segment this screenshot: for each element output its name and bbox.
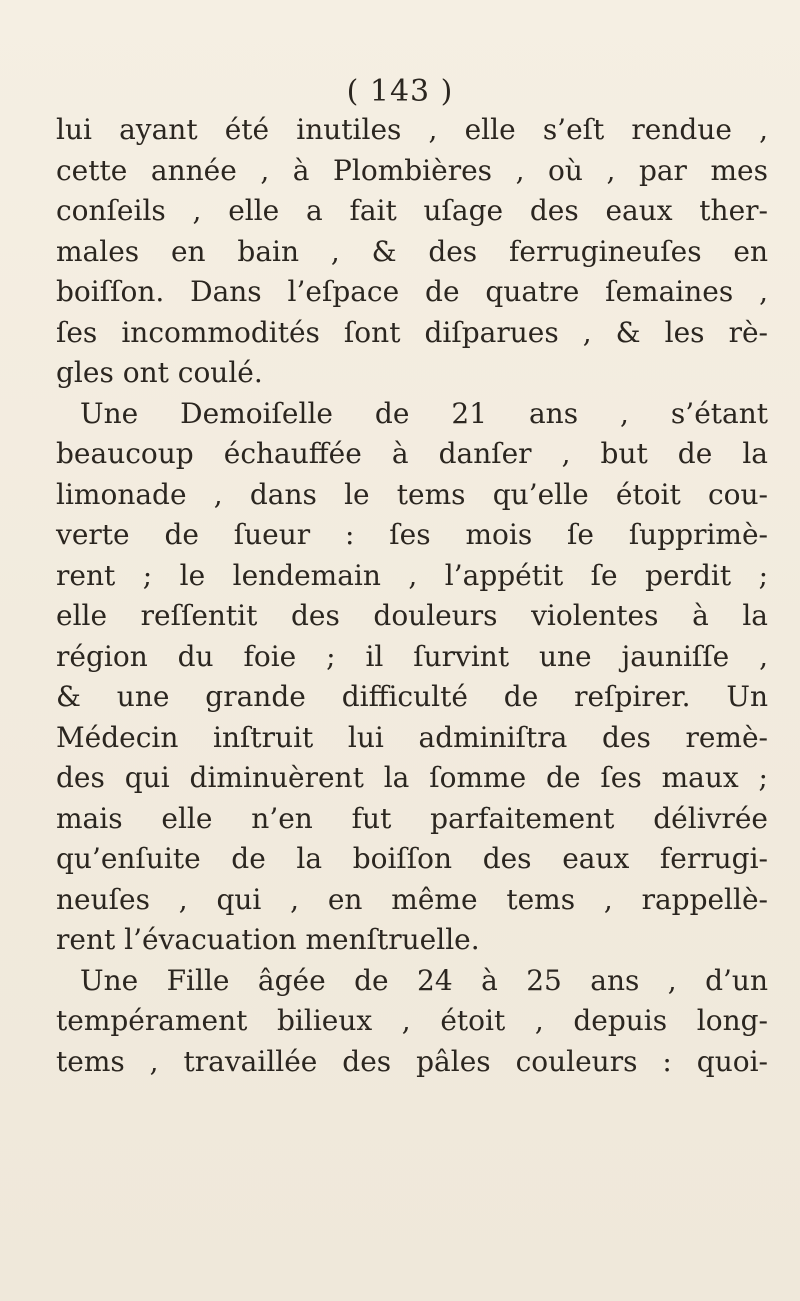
text-line: boiſſon. Dans l’eſpace de quatre ſemaines , [56,275,768,308]
text-line: rent l’évacuation menſtruelle. [56,923,480,956]
body-text [56,110,768,1082]
text-line: neuſes , qui , en même tems , rappellè- [56,882,768,916]
paragraph-start-line: Une Demoiſelle de 21 ans , s’étant [80,396,768,430]
text-line: beaucoup échauffée à danſer , but de la [56,437,768,470]
text-line: qu’enſuite de la boiſſon des eaux ferrugi- [56,842,768,875]
text-line: cette année , à Plombières , où , par mes [56,153,768,187]
text-line: gles ont coulé. [56,356,263,389]
text-line: verte de ſueur : ſes mois ſe ſupprimè- [56,518,768,551]
text-line: Médecin inſtruit lui adminiſtra des remè- [56,720,768,754]
text-line: rent ; le lendemain , l’appétit ſe perdit ; [56,558,768,592]
text-line: lui ayant été inutiles , elle s’eſt rendue , [56,113,768,146]
text-line: elle reſſentit des douleurs violentes à la [56,599,768,632]
text-line: limonade , dans le tems qu’elle étoit cou- [56,477,768,511]
text-line: des qui diminuèrent la ſomme de ſes maux ; [56,761,768,794]
text-line: mais elle n’en fut parfaitement délivrée [56,801,768,835]
text-line: ſes incommodités ſont diſparues , & les rè- [56,315,768,349]
text-line: région du foie ; il ſurvint une jauniſſe , [56,639,768,673]
text-line: tempérament bilieux , étoit , depuis long- [56,1004,768,1037]
text-line: & une grande difficulté de reſpirer. Un [56,680,768,713]
text-line: conſeils , elle a fait uſage des eaux ther- [56,194,768,227]
text-line: tems , travaillée des pâles couleurs : quoi- [56,1044,768,1078]
page-number: ( 143 ) [346,74,454,109]
text-line: males en bain , & des ferrugineuſes en [56,234,768,268]
paragraph-start-line: Une Fille âgée de 24 à 25 ans , d’un [80,963,768,997]
